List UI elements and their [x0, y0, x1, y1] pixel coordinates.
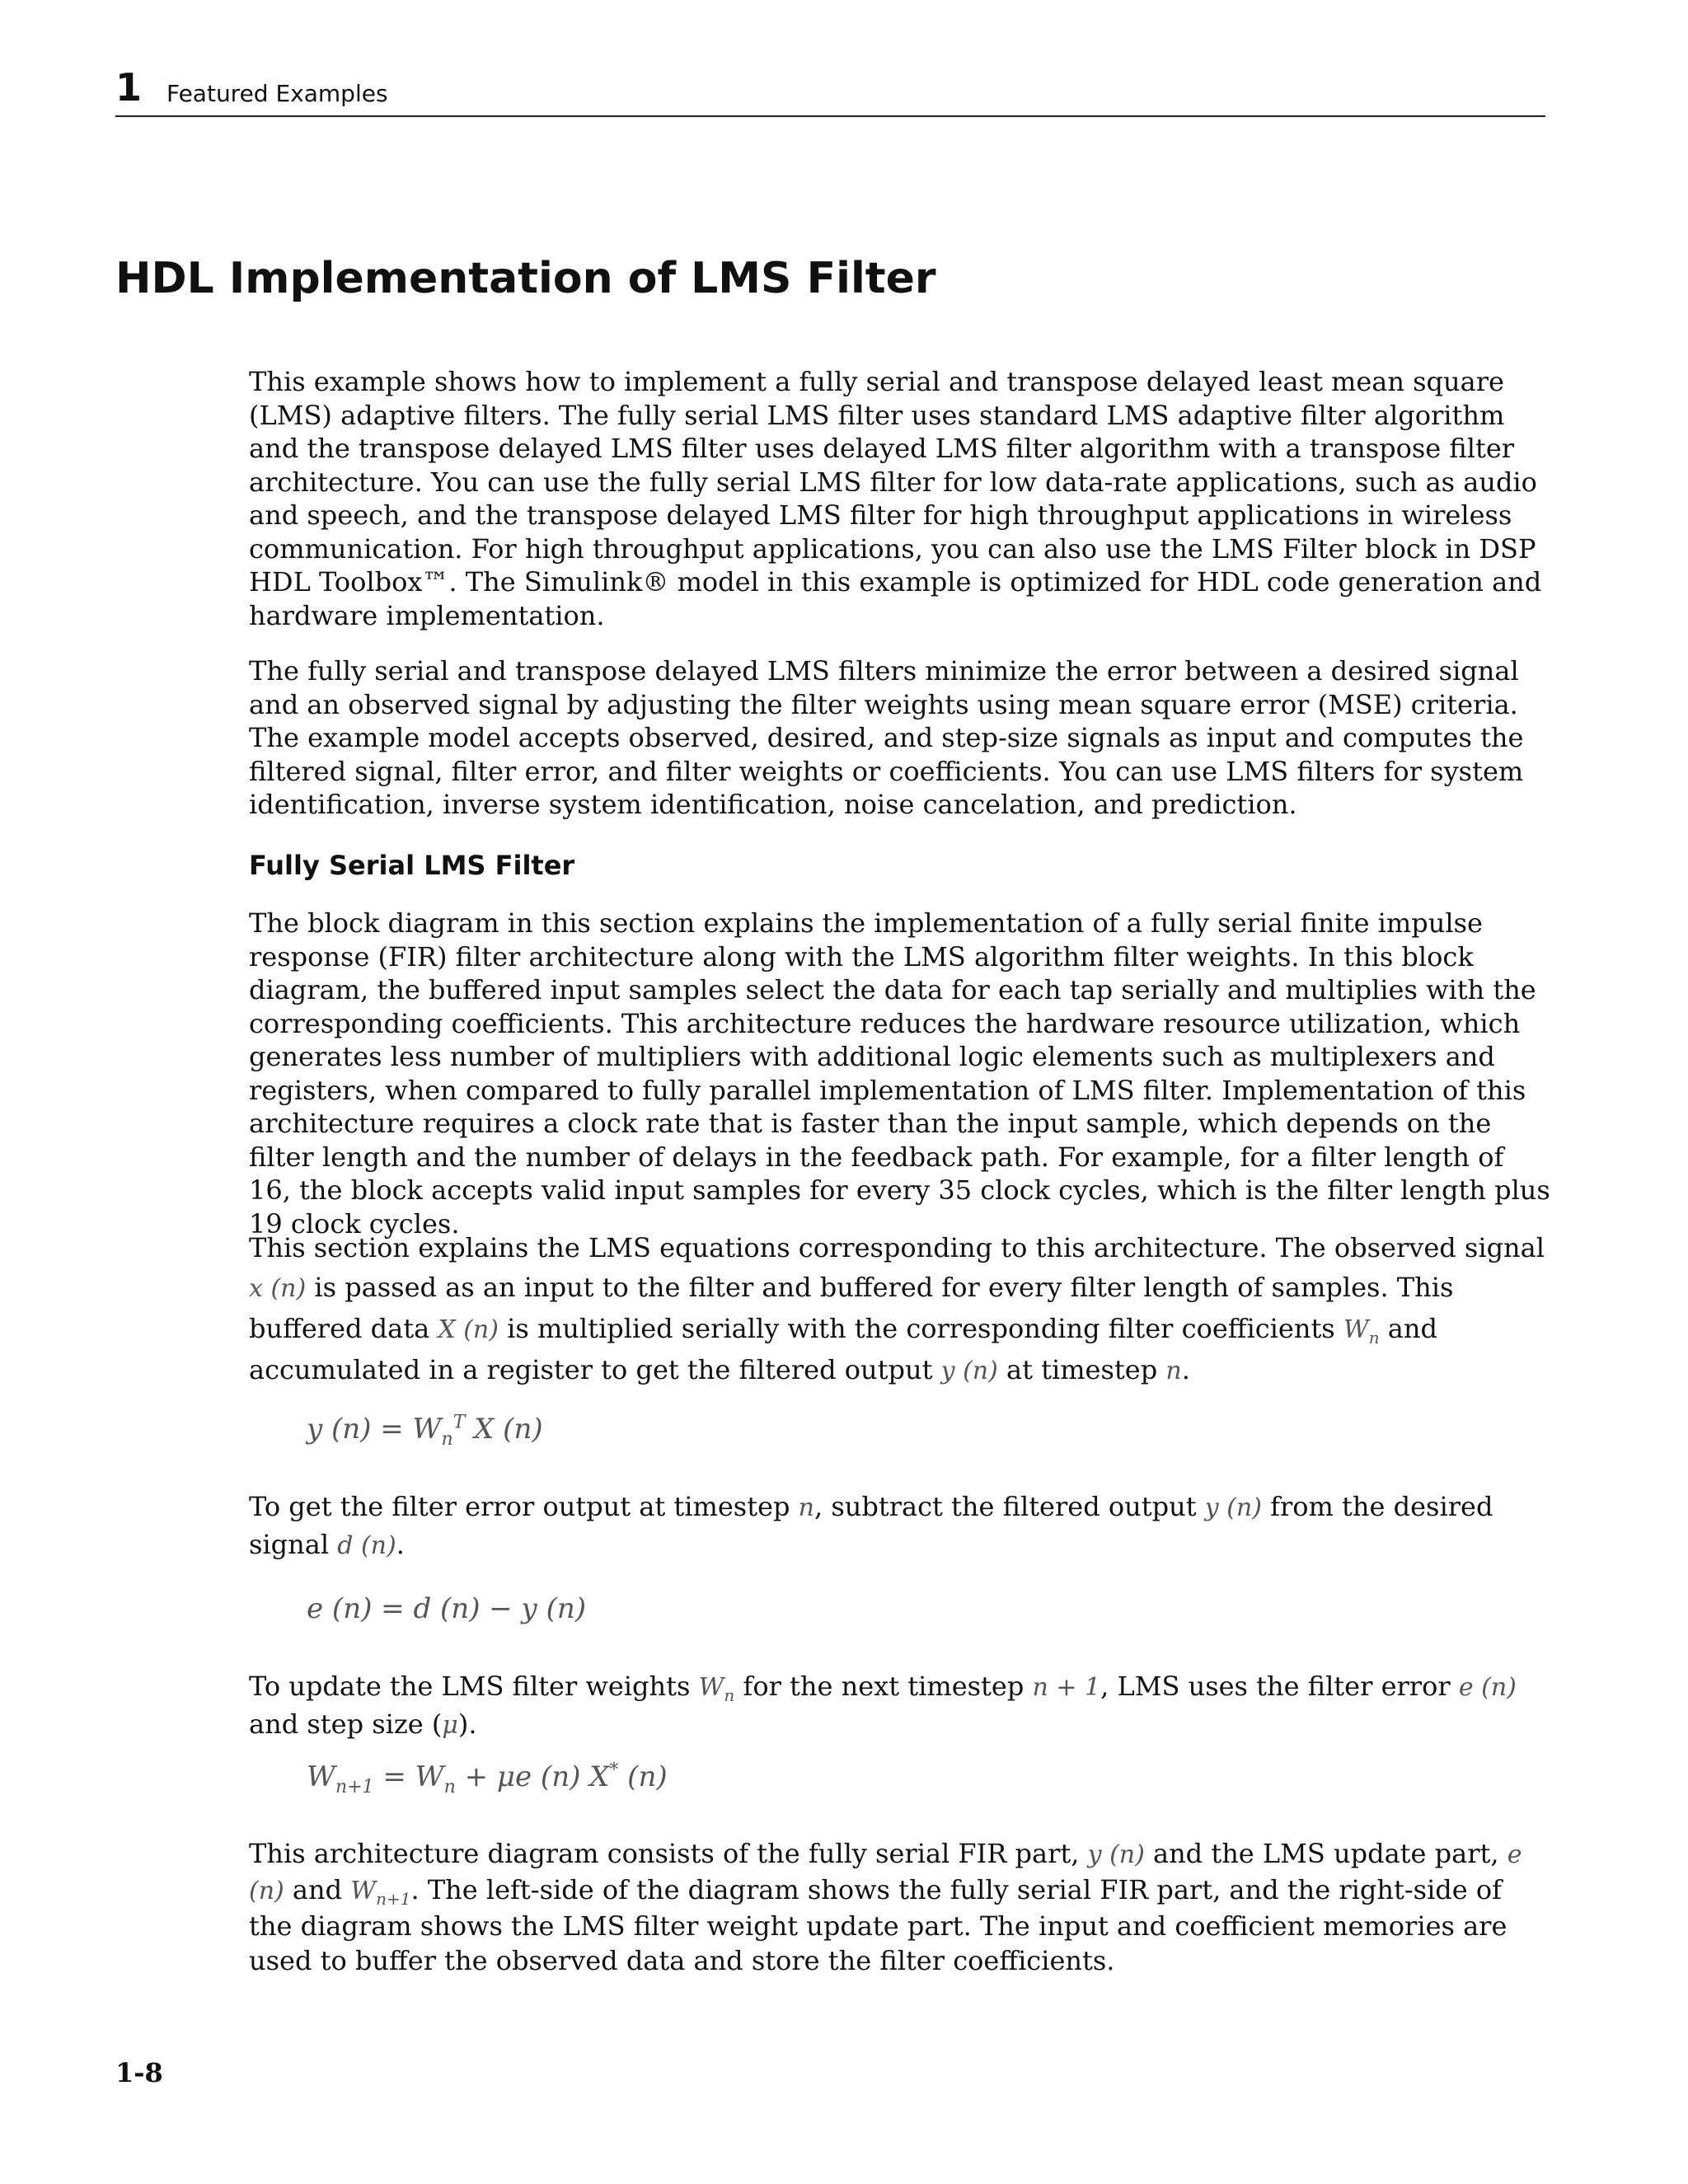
math-mu: μ	[442, 1711, 458, 1740]
math-n-plus-1: n + 1	[1032, 1673, 1101, 1702]
math-y-n: y (n)	[1087, 1840, 1145, 1869]
chapter-number: 1	[115, 65, 143, 110]
section-heading: Fully Serial LMS Filter	[249, 850, 575, 881]
section-paragraph-5: This architecture diagram consists of the fully serial FIR part, y (n) and the LMS update part, e (n) and $W_{n+1}$. The left-side of the diagram shows the fully serial FIR part, and the right-side of the diagram shows the LMS filter weight update part. The input and coefficient memories are used to buffer the observed data and store the filter coefficients.	[249, 1838, 1522, 1976]
page-number: 1-8	[115, 2057, 163, 2088]
math-X-n: X (n)	[438, 1315, 499, 1344]
section-paragraph-2: This section explains the LMS equations corresponding to this architecture. The observed signal x (n) is passed as an input to the filter and buffered for every filter length of samples. This buffered data X (n) is multiplied serially with the corresponding filter coefficients $W_n$ and accumulated in a register to get the filtered output y (n) at timestep n.	[249, 1232, 1545, 1385]
math-n: n	[798, 1493, 814, 1522]
math-W-n-plus-1: $W_{n+1}$	[350, 1877, 411, 1909]
math-W-n: $W_n$	[1343, 1315, 1380, 1347]
math-e-n: e (n)	[249, 1840, 1522, 1905]
section-paragraph-1: The block diagram in this section explains the implementation of a fully serial finite impulse response (FIR) filter architecture along with the LMS algorithm filter weights. In this block diagram, the buffered input samples select the data for each tap serially and multiplies with the corresponding coefficients. This architecture reduces the hardware resource utilization, which generates less number of multipliers with additional logic elements such as multiplexers and registers, when compared to fully parallel implementation of LMS filter. Implementation of this architecture requires a clock rate that is faster than the input sample, which depends on the filter length and the number of delays in the feedback path. For example, for a filter length of 16, the block accepts valid input samples for every 35 clock cycles, which is the filter length plus 19 clock cycles.	[249, 907, 1550, 1240]
math-y-n: y (n)	[1204, 1493, 1262, 1522]
section-paragraph-4: To update the LMS filter weights $W_n$ for the next timestep n + 1, LMS uses the filter error e (n) and step size (μ).	[249, 1671, 1517, 1740]
math-n: n	[1165, 1357, 1182, 1385]
page-title: HDL Implementation of LMS Filter	[115, 254, 936, 303]
intro-paragraph-2: The fully serial and transpose delayed LMS filters minimize the error between a desired signal and an observed signal by adjusting the filter weights using mean square error (MSE) criteria. The example model accepts observed, desired, and step-size signals as input and computes the filtered signal, filter error, and filter weights or coefficients. You can use LMS filters for system identification, inverse system identification, noise cancelation, and prediction.	[249, 655, 1524, 820]
equation-weight-update: $W_{n+1} = W_n + \mu e$ (n) X* (n)	[307, 1760, 668, 1797]
section-paragraph-3: To get the filter error output at timestep n, subtract the filtered output y (n) from the desired signal d (n).	[249, 1491, 1493, 1560]
math-e-n: e (n)	[1458, 1673, 1517, 1702]
math-y-n: y (n)	[940, 1357, 998, 1385]
equation-filter-error: e (n) = d (n) − y (n)	[307, 1592, 587, 1625]
equation-filtered-output: y $(n) = W_n^T$ X (n)	[307, 1412, 543, 1450]
chapter-title: Featured Examples	[166, 80, 388, 107]
math-x-n: x (n)	[249, 1274, 307, 1303]
intro-paragraph-1: This example shows how to implement a fully serial and transpose delayed least mean square (LMS) adaptive filters. The fully serial LMS filter uses standard LMS adaptive filter algorithm and the transpose delayed LMS filter uses delayed LMS filter algorithm with a transpose filter architecture. You can use the fully serial LMS filter for low data-rate applications, such as audio and speech, and the transpose delayed LMS filter for high throughput applications in wireless communication. For high throughput applications, you can also use the LMS Filter block in DSP HDL Toolbox™. The Simulink® model in this example is optimized for HDL code generation and hardware implementation.	[249, 366, 1542, 631]
math-d-n: d (n)	[337, 1531, 396, 1560]
math-W-n: $W_n$	[698, 1673, 735, 1705]
running-header	[115, 64, 1545, 117]
